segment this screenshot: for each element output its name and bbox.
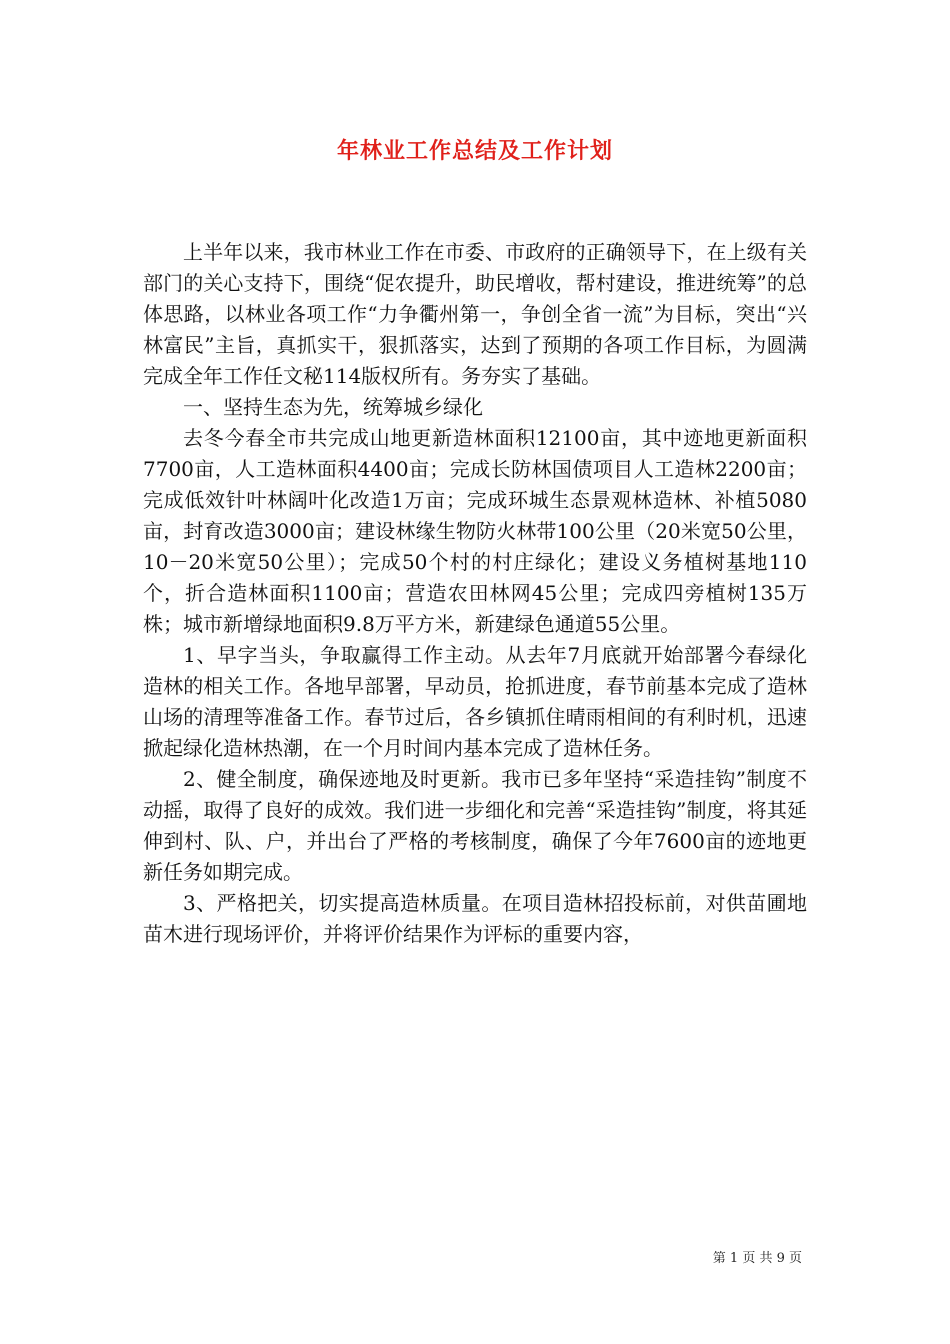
- intro-paragraph: 上半年以来，我市林业工作在市委、市政府的正确领导下，在上级有关部门的关心支持下，围绕“促农提升，助民增收，帮村建设，推进统筹”的总体思路，以林业各项工作“力争衢州第一，争创全省一流”为目标，突出“兴林富民”主旨，真抓实干，狠抓落实，达到了预期的各项工作目标，为圆满完成全年工作任文秘114版权所有。务夯实了基础。: [143, 240, 807, 388]
- body-paragraph: 2、健全制度，确保迹地及时更新。我市已多年坚持“采造挂钩”制度不动摇，取得了良好的成效。我们进一步细化和完善“采造挂钩”制度，将其延伸到村、队、户，并出台了严格的考核制度，确保了今年7600亩的迹地更新任务如期完成。: [143, 767, 807, 884]
- body-paragraph: 去冬今春全市共完成山地更新造林面积12100亩，其中迹地更新面积7700亩，人工造林面积4400亩；完成长防林国债项目人工造林2200亩；完成低效针叶林阔叶化改造1万亩；完成环城生态景观林造林、补植5080亩，封育改造3000亩；建设林缘生物防火林带100公里（20米宽50公里，10－20米宽50公里）；完成50个村的村庄绿化；建设义务植树基地110个，折合造林面积1100亩；营造农田林网45公里；完成四旁植树135万株；城市新增绿地面积9.8万平方米，新建绿色通道55公里。: [143, 426, 807, 636]
- body-paragraph: 1、早字当头，争取赢得工作主动。从去年7月底就开始部署今春绿化造林的相关工作。各地早部署，早动员，抢抓进度，春节前基本完成了造林山场的清理等准备工作。春节过后，各乡镇抓住晴雨相间的有利时机，迅速掀起绿化造林热潮，在一个月时间内基本完成了造林任务。: [143, 643, 807, 760]
- section-heading: 一、坚持生态为先，统筹城乡绿化: [183, 395, 483, 419]
- document-title: 年林业工作总结及工作计划: [336, 138, 613, 164]
- body-paragraph: 3、严格把关，切实提高造林质量。在项目造林招投标前，对供苗圃地苗木进行现场评价，并将评价结果作为评标的重要内容，: [143, 891, 807, 946]
- document-body: [143, 237, 807, 950]
- page-number: 第 1 页 共 9 页: [712, 1251, 802, 1266]
